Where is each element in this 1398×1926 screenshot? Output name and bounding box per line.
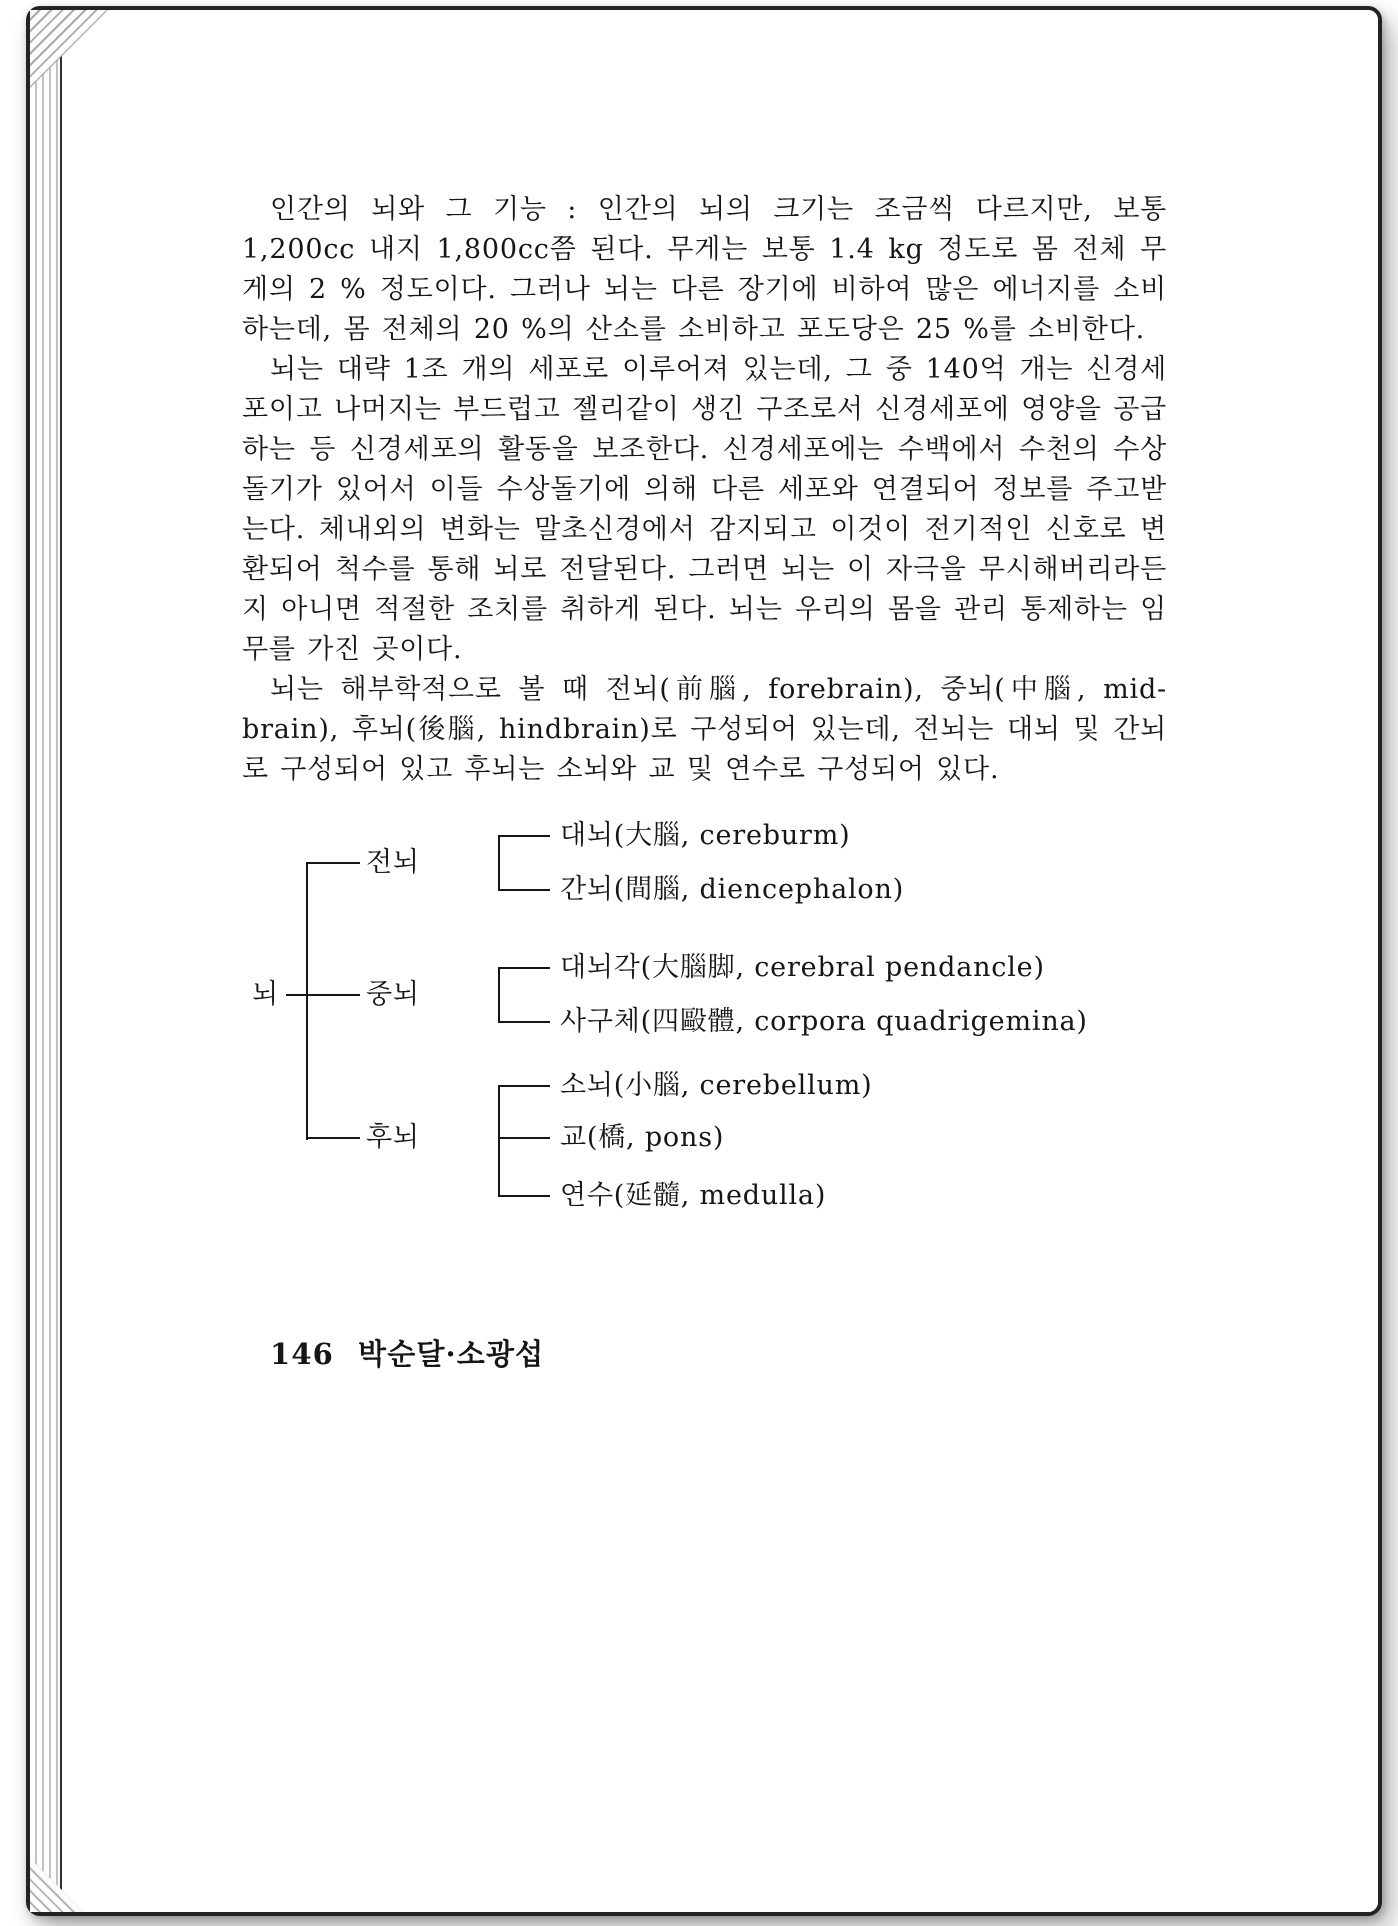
tree-leaf-cerebrum: 대뇌(大腦, cereburm)	[560, 820, 851, 851]
page-content	[242, 190, 1167, 1226]
book-cover	[26, 6, 1382, 1916]
paragraph-brain-intro: 인간의 뇌와 그 기능 : 인간의 뇌의 크기는 조금씩 다르지만, 보통 1,200cc 내지 1,800cc쯤 된다. 무게는 보통 1.4 kg 정도로 몸 전체 무게의 2 % 정도이다. 그러나 뇌는 다른 장기에 비하여 많은 에너지를 소비하는데, 몸 전체의 20 %의 산소를 소비하고 포도당은 25 %를 소비한다.	[242, 194, 1167, 345]
tree-leaf-corpora-quadrigemina: 사구체(四毆體, corpora quadrigemina)	[560, 1006, 1088, 1037]
tree-line	[498, 1195, 550, 1197]
tree-leaf-cerebral-peduncle: 대뇌각(大腦脚, cerebral pendancle)	[560, 952, 1045, 983]
scanned-page	[60, 10, 1378, 1912]
tree-branch-hindbrain: 후뇌	[366, 1122, 420, 1153]
tree-leaf-diencephalon: 간뇌(間腦, diencephalon)	[560, 874, 905, 905]
tree-leaf-pons: 교(橋, pons)	[560, 1122, 725, 1153]
tree-line	[286, 994, 306, 996]
brain-anatomy-tree	[242, 816, 1167, 1226]
tree-branch-midbrain: 중뇌	[366, 979, 420, 1010]
paragraph-brain-cells: 뇌는 대략 1조 개의 세포로 이루어져 있는데, 그 중 140억 개는 신경세포이고 나머지는 부드럽고 젤리같이 생긴 구조로서 신경세포에 영양을 공급하는 등 신경세포의 활동을 보조한다. 신경세포에는 수백에서 수천의 수상돌기가 있어서 이들 수상돌기에 의해 다른 세포와 연결되어 정보를 주고받는다. 체내외의 변화는 말초신경에서 감지되고 이것이 전기적인 신호로 변환되어 척수를 통해 뇌로 전달된다. 그러면 뇌는 이 자극을 무시해버리라든지 아니면 적절한 조치를 취하게 된다. 뇌는 우리의 몸을 관리 통제하는 임무를 가진 곳이다.	[242, 354, 1167, 665]
tree-branch-forebrain: 전뇌	[366, 847, 420, 878]
tree-line	[498, 889, 550, 891]
tree-line	[498, 1137, 550, 1139]
tree-leaf-cerebellum: 소뇌(小腦, cerebellum)	[560, 1070, 873, 1101]
tree-line	[498, 1085, 500, 1197]
tree-line	[306, 862, 360, 864]
tree-line	[498, 1021, 550, 1023]
tree-line	[306, 1137, 360, 1139]
tree-root-brain: 뇌	[252, 979, 279, 1010]
tree-line	[498, 967, 550, 969]
footer-page-number: 146	[270, 1337, 335, 1371]
tree-line	[498, 1085, 550, 1087]
tree-line	[498, 967, 500, 1023]
tree-line	[498, 835, 500, 891]
footer-authors: 박순달·소광섭	[358, 1337, 545, 1371]
page-footer	[270, 1332, 544, 1373]
tree-line	[498, 835, 550, 837]
tree-line	[306, 994, 360, 996]
paragraph-brain-anatomy: 뇌는 해부학적으로 볼 때 전뇌(前腦, forebrain), 중뇌(中腦, mid-brain), 후뇌(後腦, hindbrain)로 구성되어 있는데, 전뇌는 대뇌 및 간뇌로 구성되어 있고 후뇌는 소뇌와 교 및 연수로 구성되어 있다.	[242, 674, 1167, 785]
tree-line	[306, 862, 308, 1140]
tree-leaf-medulla: 연수(延髓, medulla)	[560, 1180, 827, 1211]
page-edge-stack	[30, 10, 60, 1912]
